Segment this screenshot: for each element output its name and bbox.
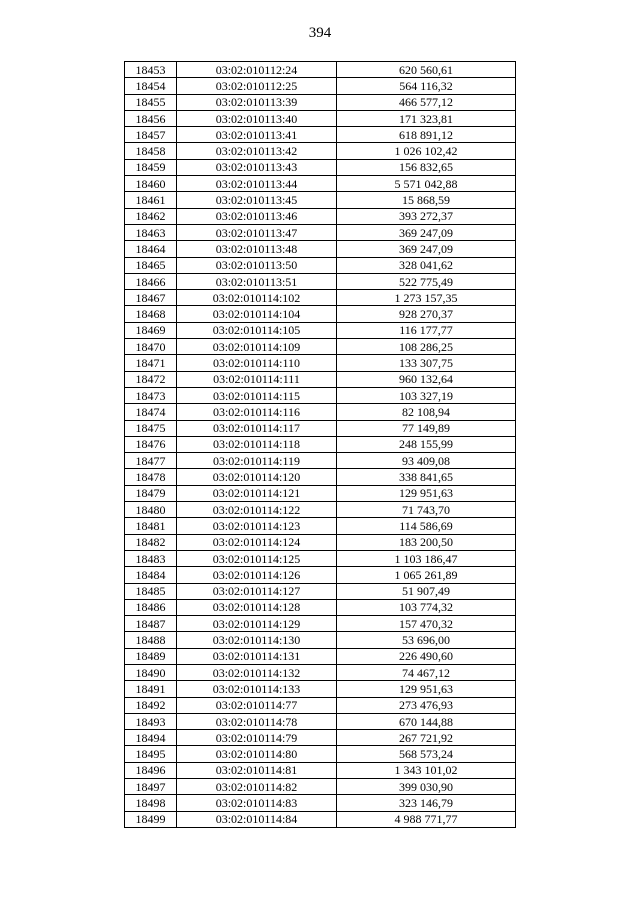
table-row xyxy=(125,127,516,143)
table-row xyxy=(125,94,516,110)
row-number-cell: 18498 xyxy=(125,795,177,811)
cadastral-number-cell: 03:02:010113:50 xyxy=(177,257,337,273)
cadastral-number-cell: 03:02:010113:43 xyxy=(177,159,337,175)
cadastral-number-cell: 03:02:010114:117 xyxy=(177,420,337,436)
table-row xyxy=(125,599,516,615)
value-cell: 157 470,32 xyxy=(337,616,516,632)
row-number-cell: 18471 xyxy=(125,355,177,371)
value-cell: 171 323,81 xyxy=(337,110,516,126)
value-cell: 620 560,61 xyxy=(337,62,516,78)
row-number-cell: 18458 xyxy=(125,143,177,159)
row-number-cell: 18492 xyxy=(125,697,177,713)
cadastral-number-cell: 03:02:010114:129 xyxy=(177,616,337,632)
row-number-cell: 18485 xyxy=(125,583,177,599)
value-cell: 103 774,32 xyxy=(337,599,516,615)
cadastral-number-cell: 03:02:010113:41 xyxy=(177,127,337,143)
row-number-cell: 18460 xyxy=(125,176,177,192)
value-cell: 53 696,00 xyxy=(337,632,516,648)
value-cell: 564 116,32 xyxy=(337,78,516,94)
cadastral-number-cell: 03:02:010112:25 xyxy=(177,78,337,94)
cadastral-number-cell: 03:02:010114:126 xyxy=(177,567,337,583)
table-row xyxy=(125,355,516,371)
value-cell: 15 868,59 xyxy=(337,192,516,208)
row-number-cell: 18465 xyxy=(125,257,177,273)
value-cell: 129 951,63 xyxy=(337,485,516,501)
value-cell: 71 743,70 xyxy=(337,502,516,518)
value-cell: 568 573,24 xyxy=(337,746,516,762)
cadastral-number-cell: 03:02:010114:123 xyxy=(177,518,337,534)
value-cell: 4 988 771,77 xyxy=(337,811,516,827)
cadastral-number-cell: 03:02:010114:82 xyxy=(177,779,337,795)
value-cell: 226 490,60 xyxy=(337,648,516,664)
cadastral-number-cell: 03:02:010113:48 xyxy=(177,241,337,257)
value-cell: 369 247,09 xyxy=(337,224,516,240)
cadastral-number-cell: 03:02:010114:105 xyxy=(177,322,337,338)
cadastral-number-cell: 03:02:010114:79 xyxy=(177,730,337,746)
cadastral-number-cell: 03:02:010114:118 xyxy=(177,436,337,452)
table-row xyxy=(125,371,516,387)
cadastral-number-cell: 03:02:010114:121 xyxy=(177,485,337,501)
value-cell: 1 343 101,02 xyxy=(337,762,516,778)
row-number-cell: 18472 xyxy=(125,371,177,387)
cadastral-number-cell: 03:02:010114:124 xyxy=(177,534,337,550)
cadastral-number-cell: 03:02:010114:130 xyxy=(177,632,337,648)
cadastral-number-cell: 03:02:010114:84 xyxy=(177,811,337,827)
value-cell: 267 721,92 xyxy=(337,730,516,746)
row-number-cell: 18468 xyxy=(125,306,177,322)
table-row xyxy=(125,290,516,306)
table-row xyxy=(125,502,516,518)
table-body xyxy=(125,62,516,828)
table-row xyxy=(125,78,516,94)
value-cell: 369 247,09 xyxy=(337,241,516,257)
row-number-cell: 18477 xyxy=(125,453,177,469)
row-number-cell: 18476 xyxy=(125,436,177,452)
row-number-cell: 18483 xyxy=(125,550,177,566)
table-row xyxy=(125,762,516,778)
cadastral-number-cell: 03:02:010114:127 xyxy=(177,583,337,599)
table-row xyxy=(125,469,516,485)
cadastral-number-cell: 03:02:010113:46 xyxy=(177,208,337,224)
cadastral-number-cell: 03:02:010114:83 xyxy=(177,795,337,811)
row-number-cell: 18473 xyxy=(125,387,177,403)
table-row xyxy=(125,192,516,208)
table-row xyxy=(125,436,516,452)
row-number-cell: 18496 xyxy=(125,762,177,778)
cadastral-number-cell: 03:02:010114:125 xyxy=(177,550,337,566)
page-number: 394 xyxy=(308,25,332,41)
cadastral-number-cell: 03:02:010114:122 xyxy=(177,502,337,518)
value-cell: 93 409,08 xyxy=(337,453,516,469)
cadastral-number-cell: 03:02:010114:131 xyxy=(177,648,337,664)
table-row xyxy=(125,697,516,713)
table-row xyxy=(125,518,516,534)
row-number-cell: 18478 xyxy=(125,469,177,485)
value-cell: 618 891,12 xyxy=(337,127,516,143)
table-row xyxy=(125,143,516,159)
row-number-cell: 18494 xyxy=(125,730,177,746)
table-row xyxy=(125,779,516,795)
table-row xyxy=(125,110,516,126)
cadastral-number-cell: 03:02:010114:133 xyxy=(177,681,337,697)
row-number-cell: 18461 xyxy=(125,192,177,208)
cadastral-number-cell: 03:02:010113:47 xyxy=(177,224,337,240)
table-row xyxy=(125,339,516,355)
table-row xyxy=(125,632,516,648)
row-number-cell: 18489 xyxy=(125,648,177,664)
row-number-cell: 18480 xyxy=(125,502,177,518)
value-cell: 1 026 102,42 xyxy=(337,143,516,159)
row-number-cell: 18481 xyxy=(125,518,177,534)
cadastral-number-cell: 03:02:010114:128 xyxy=(177,599,337,615)
row-number-cell: 18467 xyxy=(125,290,177,306)
value-cell: 77 149,89 xyxy=(337,420,516,436)
value-cell: 960 132,64 xyxy=(337,371,516,387)
row-number-cell: 18490 xyxy=(125,664,177,680)
row-number-cell: 18455 xyxy=(125,94,177,110)
row-number-cell: 18486 xyxy=(125,599,177,615)
value-cell: 116 177,77 xyxy=(337,322,516,338)
row-number-cell: 18499 xyxy=(125,811,177,827)
row-number-cell: 18459 xyxy=(125,159,177,175)
cadastral-number-cell: 03:02:010114:119 xyxy=(177,453,337,469)
value-cell: 51 907,49 xyxy=(337,583,516,599)
value-cell: 114 586,69 xyxy=(337,518,516,534)
value-cell: 928 270,37 xyxy=(337,306,516,322)
row-number-cell: 18463 xyxy=(125,224,177,240)
row-number-cell: 18488 xyxy=(125,632,177,648)
cadastral-number-cell: 03:02:010113:40 xyxy=(177,110,337,126)
table-row xyxy=(125,322,516,338)
table-row xyxy=(125,224,516,240)
row-number-cell: 18456 xyxy=(125,110,177,126)
row-number-cell: 18487 xyxy=(125,616,177,632)
cadastral-number-cell: 03:02:010114:102 xyxy=(177,290,337,306)
table-row xyxy=(125,616,516,632)
cadastral-number-cell: 03:02:010114:115 xyxy=(177,387,337,403)
row-number-cell: 18493 xyxy=(125,713,177,729)
row-number-cell: 18453 xyxy=(125,62,177,78)
value-cell: 156 832,65 xyxy=(337,159,516,175)
value-cell: 466 577,12 xyxy=(337,94,516,110)
table-row xyxy=(125,176,516,192)
row-number-cell: 18462 xyxy=(125,208,177,224)
value-cell: 522 775,49 xyxy=(337,273,516,289)
row-number-cell: 18464 xyxy=(125,241,177,257)
table-row xyxy=(125,681,516,697)
value-cell: 323 146,79 xyxy=(337,795,516,811)
value-cell: 183 200,50 xyxy=(337,534,516,550)
value-cell: 5 571 042,88 xyxy=(337,176,516,192)
table-row xyxy=(125,453,516,469)
row-number-cell: 18479 xyxy=(125,485,177,501)
value-cell: 1 065 261,89 xyxy=(337,567,516,583)
value-cell: 108 286,25 xyxy=(337,339,516,355)
value-cell: 338 841,65 xyxy=(337,469,516,485)
table-row xyxy=(125,485,516,501)
cadastral-number-cell: 03:02:010114:77 xyxy=(177,697,337,713)
value-cell: 74 467,12 xyxy=(337,664,516,680)
cadastral-number-cell: 03:02:010114:104 xyxy=(177,306,337,322)
table-row xyxy=(125,664,516,680)
cadastral-number-cell: 03:02:010114:120 xyxy=(177,469,337,485)
row-number-cell: 18469 xyxy=(125,322,177,338)
table-row xyxy=(125,746,516,762)
row-number-cell: 18497 xyxy=(125,779,177,795)
table-row xyxy=(125,811,516,827)
cadastral-number-cell: 03:02:010114:132 xyxy=(177,664,337,680)
table-row xyxy=(125,420,516,436)
value-cell: 103 327,19 xyxy=(337,387,516,403)
value-cell: 248 155,99 xyxy=(337,436,516,452)
value-cell: 273 476,93 xyxy=(337,697,516,713)
cadastral-number-cell: 03:02:010113:42 xyxy=(177,143,337,159)
table-row xyxy=(125,306,516,322)
row-number-cell: 18475 xyxy=(125,420,177,436)
table-row xyxy=(125,534,516,550)
table-row xyxy=(125,404,516,420)
row-number-cell: 18466 xyxy=(125,273,177,289)
table-row xyxy=(125,241,516,257)
cadastral-number-cell: 03:02:010113:44 xyxy=(177,176,337,192)
row-number-cell: 18474 xyxy=(125,404,177,420)
cadastral-number-cell: 03:02:010114:111 xyxy=(177,371,337,387)
cadastral-number-cell: 03:02:010114:81 xyxy=(177,762,337,778)
table-row xyxy=(125,208,516,224)
row-number-cell: 18491 xyxy=(125,681,177,697)
table-row xyxy=(125,387,516,403)
cadastral-number-cell: 03:02:010114:110 xyxy=(177,355,337,371)
row-number-cell: 18482 xyxy=(125,534,177,550)
value-cell: 82 108,94 xyxy=(337,404,516,420)
value-cell: 129 951,63 xyxy=(337,681,516,697)
row-number-cell: 18484 xyxy=(125,567,177,583)
table-row xyxy=(125,583,516,599)
table-row xyxy=(125,795,516,811)
value-cell: 328 041,62 xyxy=(337,257,516,273)
cadastral-number-cell: 03:02:010114:109 xyxy=(177,339,337,355)
table-row xyxy=(125,567,516,583)
row-number-cell: 18454 xyxy=(125,78,177,94)
value-cell: 670 144,88 xyxy=(337,713,516,729)
row-number-cell: 18457 xyxy=(125,127,177,143)
value-cell: 1 273 157,35 xyxy=(337,290,516,306)
cadastral-number-cell: 03:02:010112:24 xyxy=(177,62,337,78)
table-row xyxy=(125,273,516,289)
cadastral-number-cell: 03:02:010113:45 xyxy=(177,192,337,208)
value-cell: 133 307,75 xyxy=(337,355,516,371)
table-row xyxy=(125,257,516,273)
value-cell: 393 272,37 xyxy=(337,208,516,224)
table-row xyxy=(125,550,516,566)
cadastral-number-cell: 03:02:010113:39 xyxy=(177,94,337,110)
value-cell: 1 103 186,47 xyxy=(337,550,516,566)
row-number-cell: 18470 xyxy=(125,339,177,355)
cadastral-number-cell: 03:02:010114:78 xyxy=(177,713,337,729)
table-row xyxy=(125,159,516,175)
table-row xyxy=(125,62,516,78)
cadastral-number-cell: 03:02:010114:80 xyxy=(177,746,337,762)
table-row xyxy=(125,713,516,729)
value-cell: 399 030,90 xyxy=(337,779,516,795)
cadastral-number-cell: 03:02:010114:116 xyxy=(177,404,337,420)
table-row xyxy=(125,648,516,664)
table-row xyxy=(125,730,516,746)
row-number-cell: 18495 xyxy=(125,746,177,762)
data-table xyxy=(124,61,516,828)
cadastral-number-cell: 03:02:010113:51 xyxy=(177,273,337,289)
